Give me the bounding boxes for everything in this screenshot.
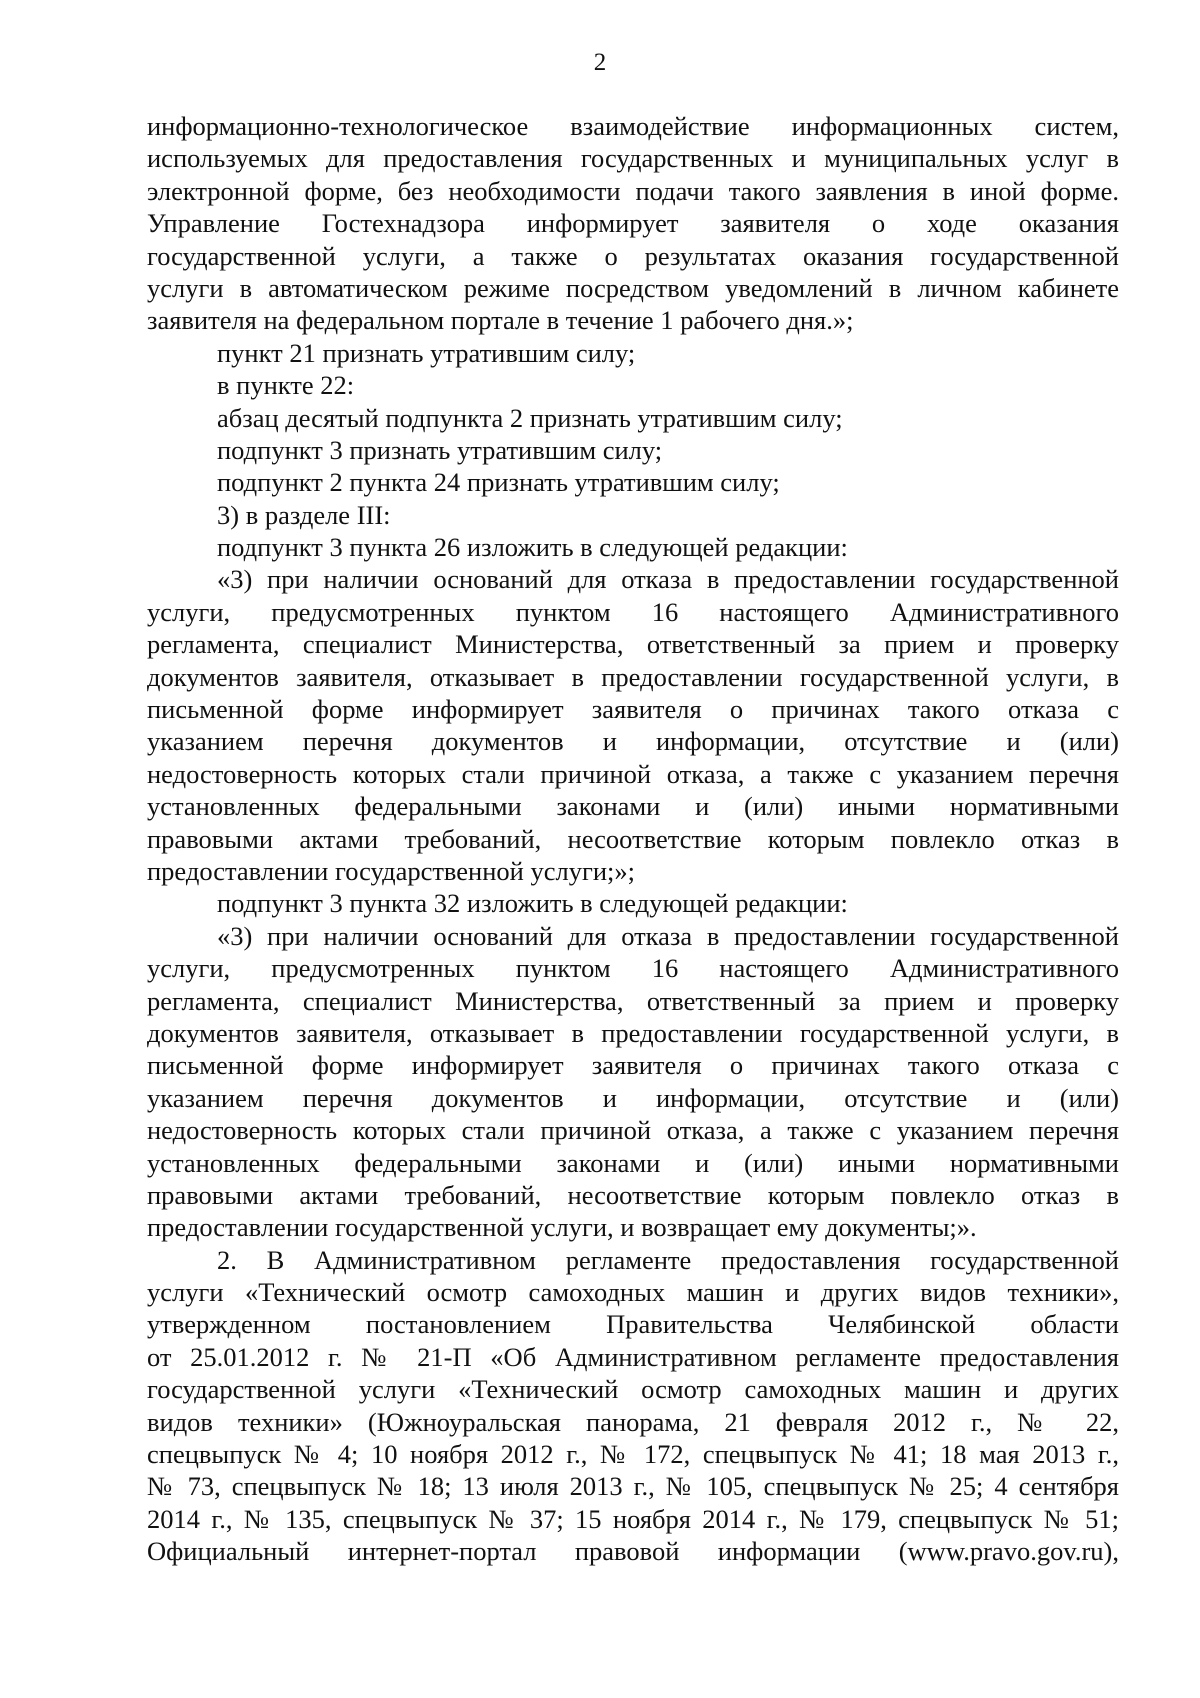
document-body (147, 110, 1119, 1568)
text-line: подпункт 2 пункта 24 признать утратившим силу; (217, 467, 780, 498)
text-line: письменной форме информирует заявителя о причинах такого отказа с (147, 694, 1119, 725)
text-line: информационно-технологическое взаимодействие информационных систем, (147, 111, 1119, 141)
text-line: указанием перечня документов и информации, отсутствие и (или) (147, 726, 1119, 757)
text-line: 2. В Административном регламенте предоставления государственной (217, 1244, 1119, 1275)
text-line: спецвыпуск № 4; 10 ноября 2012 г., № 172, спецвыпуск № 41; 18 мая 2013 г., (147, 1439, 1119, 1470)
text-line: предоставлении государственной услуги;»; (147, 855, 635, 886)
text-line: государственной услуги «Технический осмотр самоходных машин и других (147, 1374, 1119, 1405)
text-line: указанием перечня документов и информации, отсутствие и (или) (147, 1082, 1119, 1113)
text-line: правовыми актами требований, несоответствие которым повлекло отказ в (147, 1179, 1119, 1210)
text-line: 2014 г., № 135, спецвыпуск № 37; 15 ноября 2014 г., № 179, спецвыпуск № 51; (147, 1503, 1119, 1534)
text-line: «3) при наличии оснований для отказа в предоставлении государственной (217, 920, 1119, 951)
text-line: услуги, предусмотренных пунктом 16 настоящего Административного (147, 953, 1119, 984)
text-line: регламента, специалист Министерства, ответственный за прием и проверку (147, 629, 1119, 660)
text-line: письменной форме информирует заявителя о причинах такого отказа с (147, 1050, 1119, 1081)
text-line: утвержденном постановлением Правительства Челябинской области (147, 1309, 1119, 1340)
text-line: «3) при наличии оснований для отказа в предоставлении государственной (217, 564, 1119, 595)
text-line: документов заявителя, отказывает в предоставлении государственной услуги, в (147, 1017, 1119, 1048)
text-line: используемых для предоставления государственных и муниципальных услуг в (147, 143, 1119, 174)
text-line: государственной услуги, а также о результатах оказания государственной (147, 240, 1119, 271)
text-line: электронной форме, без необходимости подачи такого заявления в иной форме. (147, 175, 1119, 206)
text-line: от 25.01.2012 г. № 21-П «Об Административном регламенте предоставления (147, 1341, 1119, 1372)
text-line: услуги в автоматическом режиме посредством уведомлений в личном кабинете (147, 272, 1119, 303)
text-line: документов заявителя, отказывает в предоставлении государственной услуги, в (147, 661, 1119, 692)
text-line: услуги, предусмотренных пунктом 16 настоящего Административного (147, 596, 1119, 627)
text-line: в пункте 22: (217, 370, 355, 401)
text-line: правовыми актами требований, несоответствие которым повлекло отказ в (147, 823, 1119, 854)
text-line: недостоверность которых стали причиной отказа, а также с указанием перечня (147, 758, 1119, 789)
text-line: пункт 21 признать утратившим силу; (217, 337, 636, 368)
text-line: установленных федеральными законами и (или) иными нормативными (147, 1147, 1119, 1178)
text-line: видов техники» (Южноуральская панорама, 21 февраля 2012 г., № 22, (147, 1406, 1119, 1437)
page-number: 2 (593, 49, 607, 76)
text-line: Управление Гостехнадзора информирует заявителя о ходе оказания (147, 208, 1119, 239)
text-line: абзац десятый подпункта 2 признать утратившим силу; (217, 402, 843, 433)
text-line: заявителя на федеральном портале в течение 1 рабочего дня.»; (147, 305, 854, 336)
text-line: № 73, спецвыпуск № 18; 13 июля 2013 г., № 105, спецвыпуск № 25; 4 сентября (147, 1471, 1119, 1502)
text-line: 3) в разделе III: (217, 499, 391, 530)
text-line: подпункт 3 пункта 26 изложить в следующей редакции: (217, 532, 848, 563)
text-line: Официальный интернет-портал правовой информации (www.pravo.gov.ru), (147, 1536, 1119, 1567)
text-line: недостоверность которых стали причиной отказа, а также с указанием перечня (147, 1115, 1119, 1146)
text-line: предоставлении государственной услуги, и возвращает ему документы;». (147, 1212, 977, 1243)
text-line: услуги «Технический осмотр самоходных машин и других видов техники», (147, 1277, 1119, 1308)
text-line: регламента, специалист Министерства, ответственный за прием и проверку (147, 985, 1119, 1016)
text-line: подпункт 3 признать утратившим силу; (217, 434, 663, 465)
text-line: подпункт 3 пункта 32 изложить в следующей редакции: (217, 888, 848, 919)
text-line: установленных федеральными законами и (или) иными нормативными (147, 791, 1119, 822)
